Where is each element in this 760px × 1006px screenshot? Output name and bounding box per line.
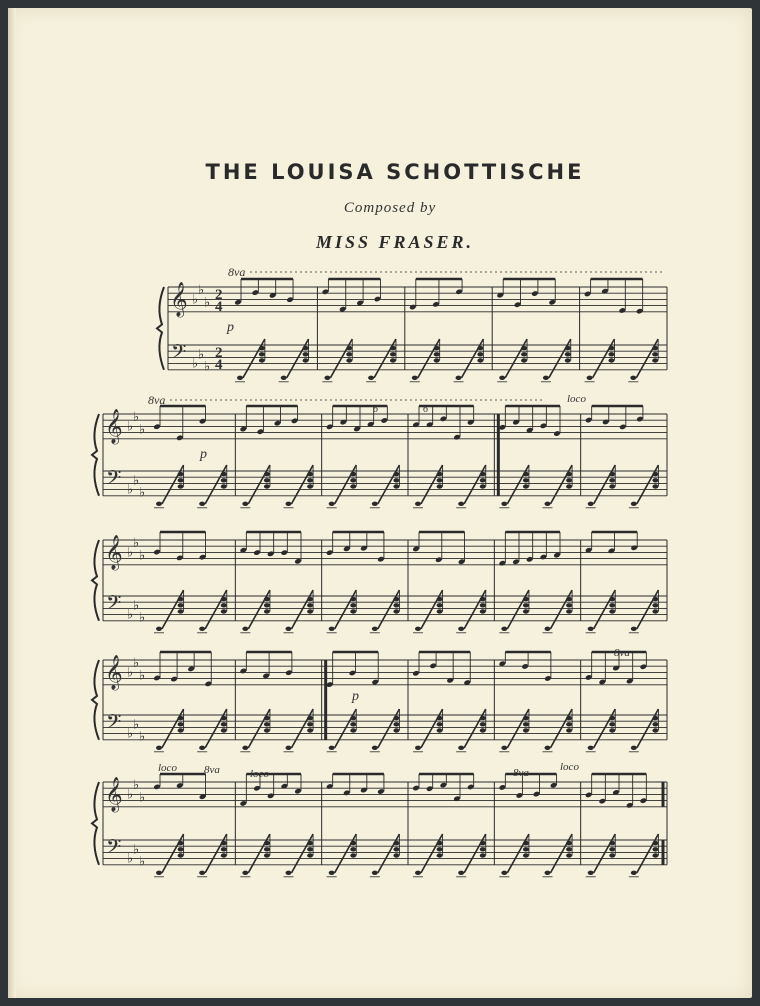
note-head: [545, 627, 551, 631]
note-head: [178, 609, 184, 613]
note-head: [652, 603, 658, 607]
note-head: [156, 502, 162, 506]
note-head: [307, 478, 313, 482]
flat-sign-icon: ♭: [133, 655, 140, 671]
note-head: [329, 627, 335, 631]
note-head: [237, 376, 243, 380]
note-head: [543, 376, 549, 380]
note-head: [221, 722, 227, 726]
note-head: [286, 746, 292, 750]
note-head: [350, 847, 356, 851]
flat-sign-icon: ♭: [192, 291, 199, 307]
note-head: [286, 502, 292, 506]
note-head: [390, 352, 396, 356]
note-head: [458, 502, 464, 506]
flat-sign-icon: ♭: [133, 597, 140, 613]
note-head: [523, 484, 529, 488]
loco-marking: loco: [250, 768, 269, 780]
flat-sign-icon: ♭: [133, 472, 140, 488]
flat-sign-icon: ♭: [192, 355, 199, 371]
flat-sign-icon: ♭: [133, 535, 140, 551]
note-head: [566, 478, 572, 482]
flat-sign-icon: ♭: [198, 282, 205, 298]
note-head: [631, 746, 637, 750]
flat-sign-icon: ♭: [127, 664, 134, 680]
note-head: [523, 728, 529, 732]
note-head: [264, 484, 270, 488]
flat-sign-icon: ♭: [133, 777, 140, 793]
note-head: [501, 627, 507, 631]
flat-sign-icon: ♭: [139, 421, 146, 437]
note-head: [566, 847, 572, 851]
note-head: [199, 627, 205, 631]
note-head: [303, 352, 309, 356]
bass-clef-icon: 𝄢: [106, 468, 122, 494]
note-head: [264, 853, 270, 857]
brace: [92, 540, 99, 621]
note-head: [652, 478, 658, 482]
note-head: [545, 502, 551, 506]
note-head: [178, 722, 184, 726]
note-head: [652, 358, 658, 362]
flat-sign-icon: ♭: [139, 609, 146, 625]
note-head: [501, 871, 507, 875]
note-head: [480, 847, 486, 851]
brace: [92, 660, 99, 740]
note-head: [609, 478, 615, 482]
flat-sign-icon: ♭: [139, 853, 146, 869]
note-head: [652, 609, 658, 613]
time-signature-top: 2: [215, 287, 223, 303]
note-head: [609, 847, 615, 851]
note-head: [307, 609, 313, 613]
note-head: [264, 603, 270, 607]
flat-sign-icon: ♭: [133, 841, 140, 857]
note-head: [566, 722, 572, 726]
note-head: [523, 722, 529, 726]
note-head: [350, 853, 356, 857]
note-head: [437, 484, 443, 488]
note-head: [242, 627, 248, 631]
note-head: [221, 603, 227, 607]
note-head: [264, 478, 270, 482]
note-head: [324, 376, 330, 380]
note-head: [264, 728, 270, 732]
note-head: [259, 358, 265, 362]
note-head: [307, 853, 313, 857]
octave-marking: 8va: [204, 764, 220, 776]
note-head: [329, 746, 335, 750]
note-head: [521, 352, 527, 356]
note-head: [350, 722, 356, 726]
bass-clef-icon: 𝄢: [106, 837, 122, 863]
note-head: [178, 603, 184, 607]
note-head: [480, 722, 486, 726]
note-head: [565, 352, 571, 356]
note-head: [286, 871, 292, 875]
treble-clef-icon: 𝄞: [170, 283, 188, 316]
note-head: [480, 603, 486, 607]
note-head: [608, 352, 614, 356]
note-head: [458, 627, 464, 631]
note-head: [264, 847, 270, 851]
note-head: [199, 746, 205, 750]
note-head: [588, 627, 594, 631]
time-signature-top: 2: [215, 345, 223, 361]
loco-marking: loco: [567, 393, 586, 405]
note-head: [630, 376, 636, 380]
note-head: [480, 484, 486, 488]
note-head: [588, 746, 594, 750]
note-head: [242, 502, 248, 506]
note-head: [652, 484, 658, 488]
note-head: [652, 853, 658, 857]
flat-sign-icon: ♭: [139, 728, 146, 744]
note-head: [156, 871, 162, 875]
note-head: [437, 478, 443, 482]
staff-system: [92, 652, 667, 752]
bass-clef-icon: 𝄢: [171, 342, 187, 368]
note-head: [178, 847, 184, 851]
note-head: [242, 746, 248, 750]
note-head: [588, 871, 594, 875]
note-head: [587, 376, 593, 380]
brace: [157, 287, 164, 370]
note-head: [480, 478, 486, 482]
octave-marking: 8va: [148, 393, 166, 407]
note-head: [178, 478, 184, 482]
note-head: [372, 746, 378, 750]
note-head: [521, 358, 527, 362]
note-head: [307, 847, 313, 851]
tuplet-marking: 6: [423, 404, 428, 415]
composed-by-label: Composed by: [343, 200, 437, 216]
note-head: [199, 502, 205, 506]
note-head: [652, 728, 658, 732]
note-head: [199, 871, 205, 875]
note-head: [565, 358, 571, 362]
dynamic-marking: p: [200, 447, 207, 462]
note-head: [631, 871, 637, 875]
note-head: [350, 603, 356, 607]
note-head: [499, 376, 505, 380]
note-head: [393, 722, 399, 726]
note-head: [393, 484, 399, 488]
flat-sign-icon: ♭: [139, 547, 146, 563]
flat-sign-icon: ♭: [133, 716, 140, 732]
note-head: [156, 746, 162, 750]
note-head: [501, 746, 507, 750]
note-head: [434, 352, 440, 356]
brace: [92, 782, 99, 865]
note-head: [545, 871, 551, 875]
note-head: [264, 609, 270, 613]
note-head: [588, 502, 594, 506]
note-head: [631, 502, 637, 506]
time-signature-bottom: 4: [215, 299, 223, 315]
note-head: [566, 609, 572, 613]
note-head: [437, 853, 443, 857]
brace: [92, 414, 99, 496]
treble-clef-icon: 𝄞: [105, 778, 123, 811]
note-head: [415, 502, 421, 506]
note-head: [480, 853, 486, 857]
piece-title: THE LOUISA SCHOTTISCHE: [205, 160, 585, 184]
note-head: [501, 502, 507, 506]
flat-sign-icon: ♭: [127, 481, 134, 497]
flat-sign-icon: ♭: [127, 544, 134, 560]
note-head: [480, 728, 486, 732]
octave-marking: 8va: [513, 767, 529, 779]
note-head: [346, 352, 352, 356]
note-head: [368, 376, 374, 380]
note-head: [307, 728, 313, 732]
note-head: [259, 352, 265, 356]
note-head: [566, 484, 572, 488]
octave-marking: 8va: [614, 647, 630, 659]
note-head: [264, 722, 270, 726]
staff-system: [92, 406, 667, 508]
note-head: [523, 853, 529, 857]
note-head: [350, 478, 356, 482]
note-head: [303, 358, 309, 362]
note-head: [307, 603, 313, 607]
note-head: [393, 853, 399, 857]
note-head: [412, 376, 418, 380]
flat-sign-icon: ♭: [127, 725, 134, 741]
flat-sign-icon: ♭: [127, 418, 134, 434]
note-head: [652, 352, 658, 356]
loco-marking: loco: [560, 761, 579, 773]
flat-sign-icon: ♭: [198, 346, 205, 362]
note-head: [286, 627, 292, 631]
note-head: [609, 722, 615, 726]
note-head: [156, 627, 162, 631]
note-head: [434, 358, 440, 362]
note-head: [480, 609, 486, 613]
treble-clef-icon: 𝄞: [105, 410, 123, 443]
flat-sign-icon: ♭: [139, 667, 146, 683]
note-head: [281, 376, 287, 380]
note-head: [372, 627, 378, 631]
dynamic-marking: p: [227, 320, 234, 335]
note-head: [350, 609, 356, 613]
note-head: [221, 847, 227, 851]
note-head: [221, 484, 227, 488]
note-head: [456, 376, 462, 380]
note-head: [458, 871, 464, 875]
note-head: [458, 746, 464, 750]
note-head: [393, 603, 399, 607]
note-head: [329, 502, 335, 506]
note-head: [350, 484, 356, 488]
note-head: [393, 478, 399, 482]
note-head: [393, 728, 399, 732]
note-head: [631, 627, 637, 631]
note-head: [178, 728, 184, 732]
flat-sign-icon: ♭: [139, 789, 146, 805]
flat-sign-icon: ♭: [127, 786, 134, 802]
note-head: [523, 603, 529, 607]
note-head: [477, 358, 483, 362]
note-head: [307, 484, 313, 488]
staff-system: [92, 532, 667, 633]
flat-sign-icon: ♭: [127, 850, 134, 866]
note-head: [437, 728, 443, 732]
note-head: [566, 603, 572, 607]
note-head: [523, 847, 529, 851]
note-head: [652, 722, 658, 726]
note-head: [307, 722, 313, 726]
note-head: [178, 853, 184, 857]
staff-system: [92, 774, 667, 877]
note-head: [393, 847, 399, 851]
note-head: [350, 728, 356, 732]
dynamic-marking: p: [352, 689, 359, 704]
note-head: [372, 871, 378, 875]
note-head: [437, 847, 443, 851]
loco-marking: loco: [158, 762, 177, 774]
note-head: [390, 358, 396, 362]
flat-sign-icon: ♭: [139, 484, 146, 500]
note-head: [415, 746, 421, 750]
note-head: [415, 627, 421, 631]
note-head: [609, 853, 615, 857]
treble-clef-icon: 𝄞: [105, 656, 123, 689]
note-head: [652, 847, 658, 851]
note-head: [221, 609, 227, 613]
note-head: [242, 871, 248, 875]
flat-sign-icon: ♭: [204, 294, 211, 310]
note-head: [372, 502, 378, 506]
note-head: [221, 853, 227, 857]
note-head: [609, 609, 615, 613]
note-head: [329, 871, 335, 875]
bass-clef-icon: 𝄢: [106, 712, 122, 738]
flat-sign-icon: ♭: [133, 409, 140, 425]
tuplet-marking: 6: [373, 404, 378, 415]
flat-sign-icon: ♭: [127, 606, 134, 622]
note-head: [437, 609, 443, 613]
bass-clef-icon: 𝄢: [106, 593, 122, 619]
note-head: [393, 609, 399, 613]
note-head: [545, 746, 551, 750]
note-head: [437, 603, 443, 607]
composer-name: MISS FRASER.: [315, 232, 475, 252]
note-head: [566, 853, 572, 857]
note-head: [609, 728, 615, 732]
note-head: [477, 352, 483, 356]
note-head: [437, 722, 443, 726]
time-signature-bottom: 4: [215, 357, 223, 373]
note-head: [346, 358, 352, 362]
note-head: [221, 478, 227, 482]
note-head: [415, 871, 421, 875]
note-head: [523, 478, 529, 482]
note-head: [221, 728, 227, 732]
octave-marking: 8va: [228, 265, 246, 279]
note-head: [566, 728, 572, 732]
note-head: [178, 484, 184, 488]
note-head: [608, 358, 614, 362]
note-head: [609, 484, 615, 488]
note-head: [523, 609, 529, 613]
note-head: [609, 603, 615, 607]
flat-sign-icon: ♭: [204, 358, 211, 374]
treble-clef-icon: 𝄞: [105, 536, 123, 569]
